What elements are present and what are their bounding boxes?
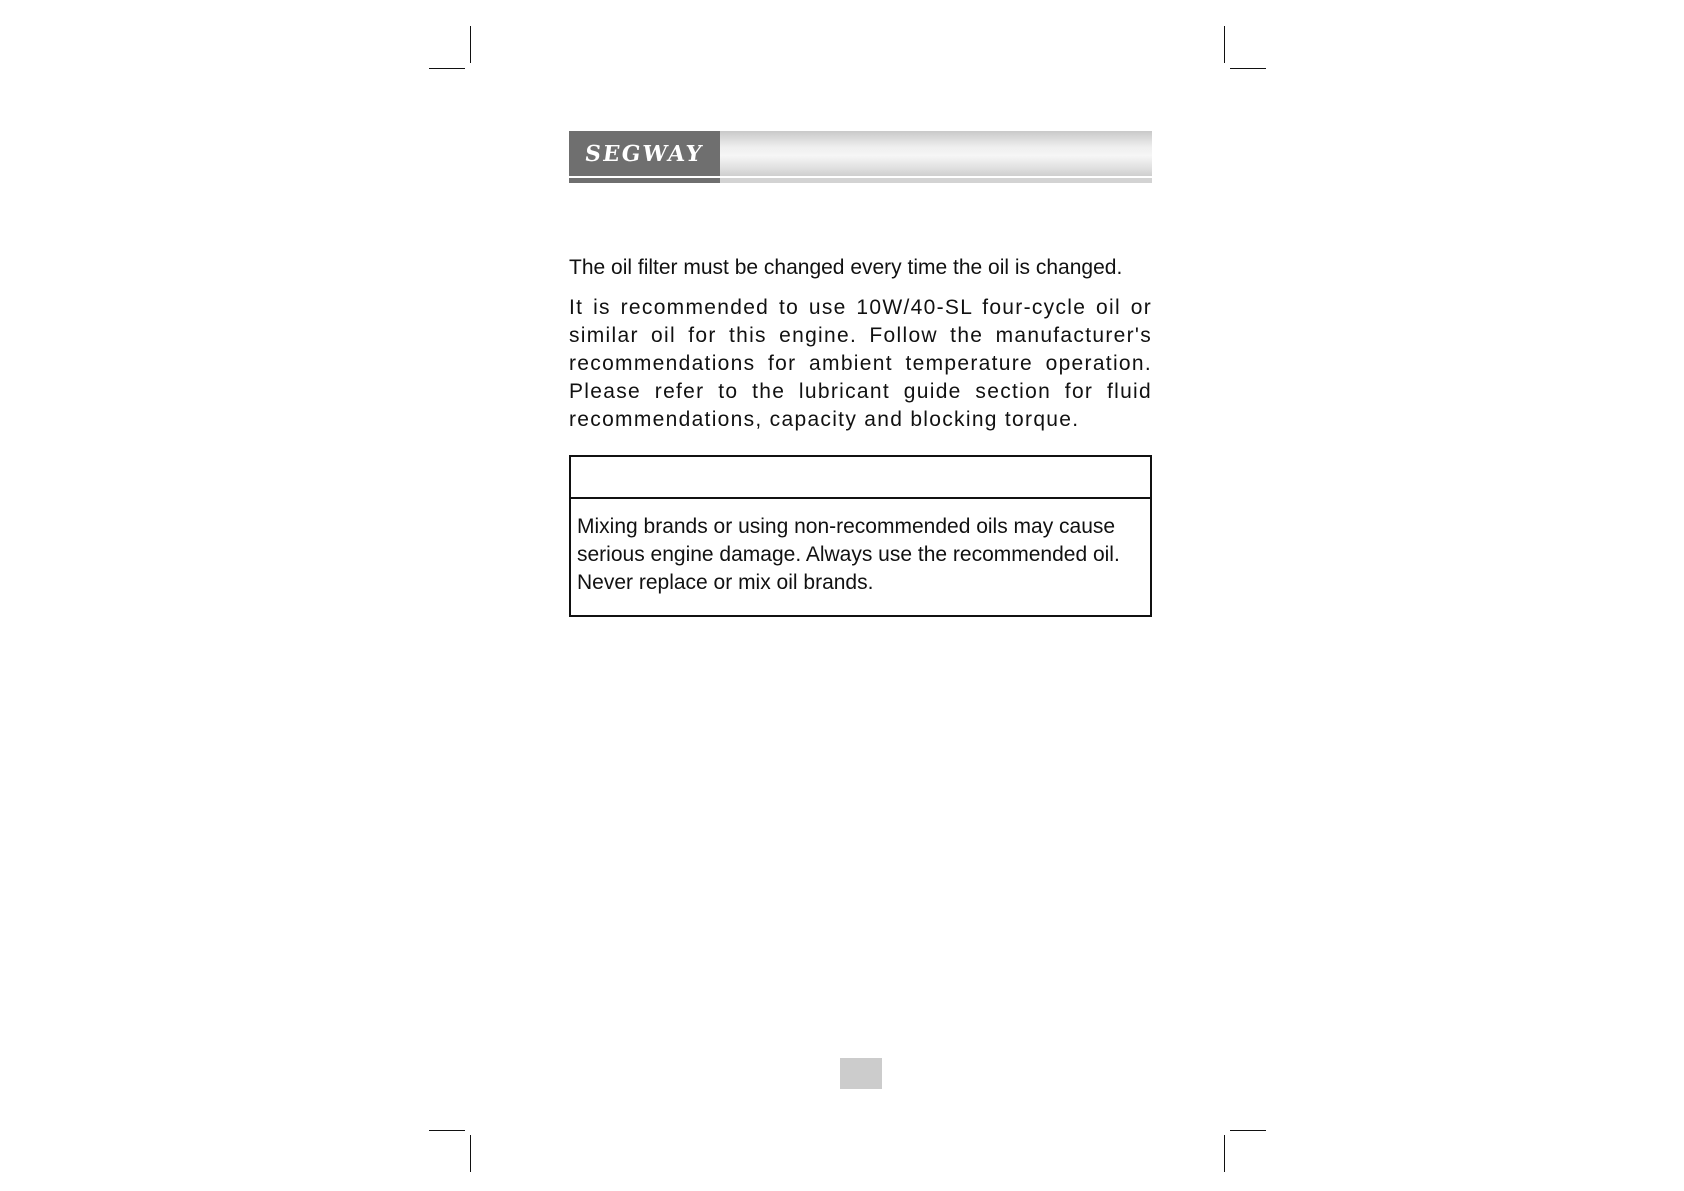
crop-mark-top-right-vertical [1224, 26, 1225, 63]
notice-body-text: Mixing brands or using non-recommended oils may cause serious engine damage. Always use the recommended oil. Never replace or mix oil brands. [577, 515, 1120, 594]
logo-text: SEGWAY [583, 140, 706, 167]
crop-mark-bottom-right-horizontal [1230, 1130, 1266, 1131]
page-header [569, 131, 1152, 184]
crop-mark-bottom-left-vertical [470, 1135, 471, 1172]
header-underline-dark [569, 178, 720, 183]
header-gradient-bar [720, 131, 1152, 176]
page-number-tab [840, 1058, 882, 1089]
notice-heading [571, 457, 1150, 499]
notice-box [569, 455, 1152, 617]
oil-recommendation-paragraph: It is recommended to use 10W/40-SL four-cycle oil or similar oil for this engine. Follow the manufacturer's recommendations for ambient temperature operation. Please refer to the lubricant guide section for fluid recommendations, capacity and blocking torque. [569, 296, 1152, 431]
segway-logo [569, 131, 720, 176]
page-content [569, 254, 1152, 434]
crop-mark-bottom-left-horizontal [429, 1130, 465, 1131]
crop-mark-top-right-horizontal [1230, 68, 1266, 69]
crop-mark-top-left-horizontal [429, 68, 465, 69]
header-underline-light [720, 178, 1152, 183]
crop-mark-bottom-right-vertical [1224, 1135, 1225, 1172]
oil-filter-paragraph: The oil filter must be changed every time the oil is changed. [569, 256, 1123, 279]
crop-mark-top-left-vertical [470, 26, 471, 63]
